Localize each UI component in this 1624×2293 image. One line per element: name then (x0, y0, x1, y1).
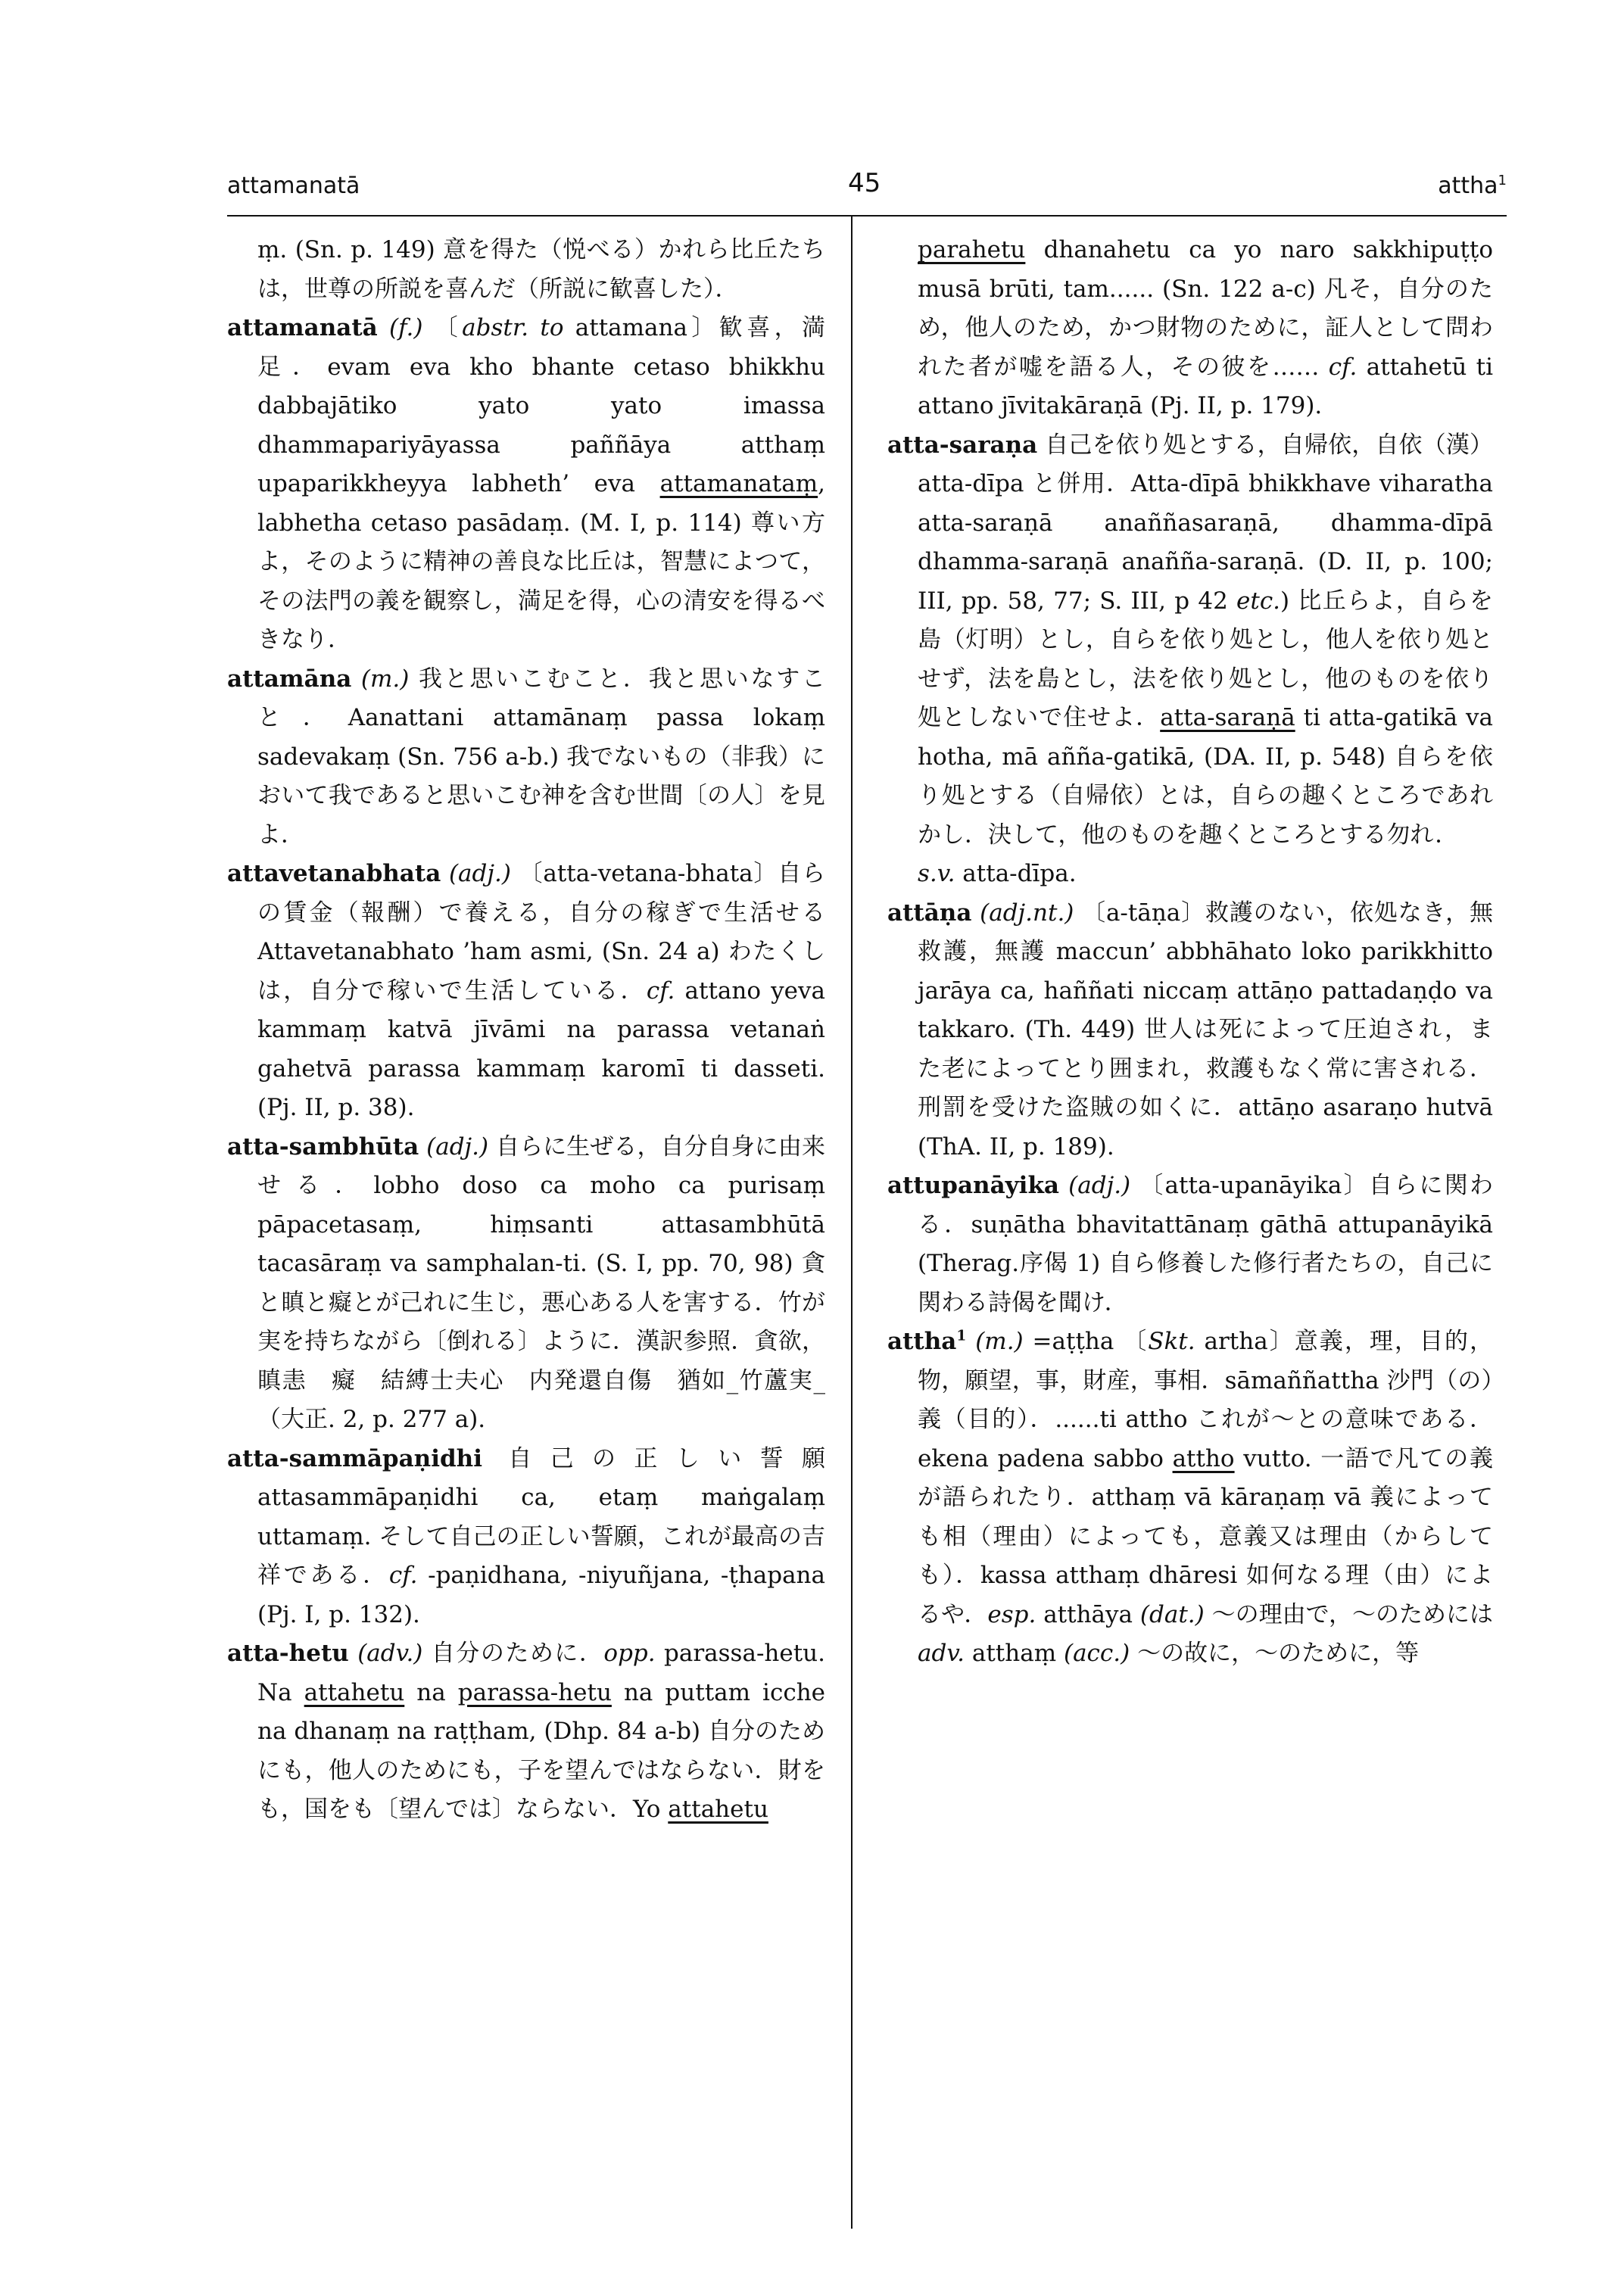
entry-text: 〔a-tāṇa〕救護のない，依処なき，無救護，無護 maccun’ abbhāhato loko parikkhitto jarāya ca, haññati niccaṃ attāṇo pattadaṇḍo va takkaro. (Th. 449) 世人は死によって圧迫され，また老によってとり囲まれ，救護もなく常に害される．刑罰を受けた盗賊の如くに．attāṇo asaraṇo hutvā (ThA. II, p. 189). (918, 899, 1493, 1161)
grammar-label: abstr. to (462, 314, 564, 341)
grammar-label: (adj.nt.) (980, 899, 1074, 927)
headword: atta-sammāpaṇidhi (227, 1444, 482, 1472)
grammar-label: cf. (646, 977, 675, 1005)
entry-text: attamana〕歓喜，満足．evam eva kho bhante cetaso bhikkhu dabbajātiko yato yato imassa dhammapariyāyassa paññāya atthaṃ upaparikkheyya labheth’ eva (257, 314, 826, 497)
entry-text: na (404, 1678, 458, 1706)
entry-text: 〔atta-vetana-bhata〕自らの賃金（報酬）で養える，自分の稼ぎで生活せる Attavetanabhato ’ham asmi, (Sn. 24 a) わたくしは，自分で稼いで生活している． (257, 860, 825, 1005)
headword: atta-sambhūta (227, 1132, 419, 1161)
entry-text: 〔 (434, 314, 463, 341)
entry-text: ti atta-gatikā va hotha, mā añña-gatikā, (DA. II, p. 548) 自らを依り処とする（自帰依）とは，自らの趣くところであれかし．決して，他のものを趣くところとする勿れ． (918, 704, 1494, 849)
grammar-label: (dat.) (1139, 1600, 1205, 1628)
entry-text: atta-dīpa. (955, 860, 1077, 887)
entry-attupanayika (887, 1167, 1493, 1323)
underlined-term: parassa-hetu (457, 1678, 612, 1706)
underlined-term: parahetu (918, 236, 1026, 263)
grammar-label: (adj.) (448, 860, 511, 887)
entry-text: =aṭṭha 〔 (1023, 1328, 1149, 1355)
entry-atta-sammapanidhi (227, 1440, 825, 1635)
entry-text: ṃ. (Sn. p. 149) 意を得た（悦べる）かれら比丘たちは，世尊の所説を喜んだ（所説に歓喜した）． (257, 236, 825, 303)
grammar-label: (adv.) (357, 1640, 423, 1667)
entry-text: 自己の正しい誓願 attasammāpaṇidhi ca, etaṃ maṅgalaṃ uttamaṃ. そして自己の正しい誓願，これが最高の吉祥である． (257, 1444, 825, 1589)
left-column (227, 231, 825, 1830)
entry-text: 〜の理由で，〜のためには (1204, 1600, 1493, 1628)
headword (887, 1328, 966, 1355)
grammar-label: etc. (1236, 587, 1281, 615)
grammar-label: cf. (1328, 353, 1357, 381)
headword: attavetanabhata (227, 860, 441, 887)
running-head-right-word: attha (1438, 173, 1498, 199)
entry-text: 我と思いこむこと．我と思いなすこと．Aanattani attamānaṃ passa lokaṃ sadevakaṃ (Sn. 756 a-b.) 我でないもの（非我）において我であると思いこむ神を含む世間〔の人〕を見よ． (257, 665, 825, 849)
entry-text: ) 比丘らよ，自らを島（灯明）とし，自らを依り処とし，他人を依り処とせず，法を島とし，法を依り処とし，他のものを依り処としないで住せよ． (918, 587, 1493, 731)
grammar-label: s.v. (918, 860, 955, 887)
headword: attamāna (227, 665, 352, 693)
entry-atta-sambhuta (227, 1128, 825, 1440)
underlined-term: atta-saraṇā (1160, 704, 1295, 731)
entry-attamanata (227, 309, 825, 660)
entry-text: parassa-hetu. Na (257, 1640, 826, 1706)
entry-text: 〜の故に，〜のために，等 (1130, 1640, 1420, 1667)
grammar-label: opp. (603, 1640, 656, 1667)
running-head-right (1438, 173, 1507, 199)
grammar-label: cf. (388, 1562, 418, 1589)
entry-text: artha〕意義，理，目的，物，願望，事，財産，事相．sāmaññattha 沙門（の）義（目的）．......ti attho これが〜との意味である．ekena padena sabbo (918, 1328, 1493, 1472)
entry-attana (887, 894, 1493, 1167)
entry-continuation (227, 231, 825, 309)
column-divider (851, 215, 853, 2229)
headword: attupanāyika (887, 1172, 1060, 1199)
entry-text: attahetū ti attano jīvitakāraṇā (Pj. II, p. 179). (918, 353, 1493, 419)
running-head-right-sup: 1 (1498, 173, 1507, 188)
headword-text: attha (887, 1328, 957, 1355)
entry-text: 〔atta-upanāyika〕自らに関わる．suṇātha bhavitattānaṃ gāthā attupanāyikā (Therag.序偈 1) 自ら修養した修行者たちの，自己に関わる詩偈を聞け． (918, 1172, 1494, 1316)
entry-text: attano yeva kammaṃ katvā jīvāmi na parassa vetanaṅ gahetvā parassa kammaṃ karomī ti dasseti. (Pj. II, p. 38). (257, 977, 826, 1121)
grammar-label: (m.) (975, 1328, 1024, 1355)
headword: atta-saraṇa (887, 431, 1038, 459)
entry-text: vutto. 一語で凡ての義が語られたり．atthaṃ vā kāraṇaṃ vā 義によっても相（理由）によっても，意義又は理由（からしても）．kassa atthaṃ dhāresi 如何なる理（由）によるや． (918, 1444, 1493, 1628)
grammar-label: esp. (987, 1600, 1036, 1628)
entry-text: atthaṃ (965, 1640, 1064, 1667)
grammar-label: (m.) (360, 665, 410, 693)
entry-text: dhanahetu ca yo naro sakkhipuṭṭo musā brūti, tam...... (Sn. 122 a-c) 凡そ，自分のため，他人のため，かつ財物のために，証人として問われた者が嘘を語る人，その彼を…… (918, 236, 1493, 381)
grammar-label: adv. (918, 1640, 965, 1667)
entry-text: atthāya (1036, 1600, 1140, 1628)
entry-attavetanabhata (227, 855, 825, 1128)
headword: attamanatā (227, 314, 378, 341)
entry-atta-hetu (227, 1634, 825, 1830)
grammar-label: (adj.) (1068, 1172, 1131, 1199)
grammar-label: (acc.) (1063, 1640, 1130, 1667)
running-head-left: attamanatā (227, 173, 360, 199)
grammar-label: (adj.) (426, 1132, 489, 1161)
entry-text: 自分のために． (422, 1640, 604, 1667)
underlined-term: attamanataṃ (659, 470, 818, 497)
underlined-term: attahetu (304, 1678, 405, 1706)
grammar-label: Skt. (1148, 1328, 1195, 1355)
underlined-term: attahetu (668, 1796, 768, 1823)
entry-see-also (887, 855, 1493, 894)
right-column (887, 231, 1493, 1674)
grammar-label: (f.) (389, 314, 423, 341)
page-number: 45 (848, 168, 881, 198)
underlined-term: attho (1172, 1444, 1235, 1472)
page-header (227, 168, 1507, 215)
headword: atta-hetu (227, 1640, 349, 1667)
entry-attha (887, 1323, 1493, 1674)
entry-continuation (887, 231, 1493, 426)
entry-text: 自己を依り処とする，自帰依，自依（漢）atta-dīpa と併用．Atta-dīpā bhikkhave viharatha atta-saraṇā anaññasaraṇā, dhamma-dīpā dhamma-saraṇā anañña-saraṇā. (D. II, p. 100; III, pp. 58, 77; S. III, p 42 (918, 431, 1493, 615)
entry-text: na puttam icche na dhanaṃ na raṭṭham, (Dhp. 84 a-b) 自分のためにも，他人のためにも，子を望んではならない．財をも，国をも〔望んでは〕ならない．Yo (257, 1678, 826, 1823)
entry-text: , labhetha cetaso pasādaṃ. (M. I, p. 114) 尊い方よ，そのように精神の善良な比丘は，智慧によつて，その法門の義を観察し，満足を得，心の清安を得るべきなり． (257, 470, 825, 653)
entry-attamana (227, 660, 825, 855)
headword-sup: 1 (956, 1328, 967, 1344)
entry-text: -paṇidhana, -niyuñjana, -ṭhapana (Pj. I, p. 132). (257, 1562, 825, 1628)
entry-text: 自らに生ぜる，自分自身に由来せる．lobho doso ca moho ca purisaṃ pāpacetasaṃ, hiṃsanti attasambhūtā tacasāraṃ va samphalan-ti. (S. I, pp. 70, 98) 貪と瞋と癡とが己れに生じ，悪心ある人を害する．竹が実を持ちながら〔倒れる〕ように．漢訳参照．貪欲，瞋恚 癡 結縛士夫心 内発還自傷 猶如_竹蘆実_（大正. 2, p. 277 a). (257, 1132, 825, 1433)
headword: attāṇa (887, 899, 972, 927)
entry-atta-sarana (887, 426, 1493, 855)
header-rule (227, 215, 1507, 217)
